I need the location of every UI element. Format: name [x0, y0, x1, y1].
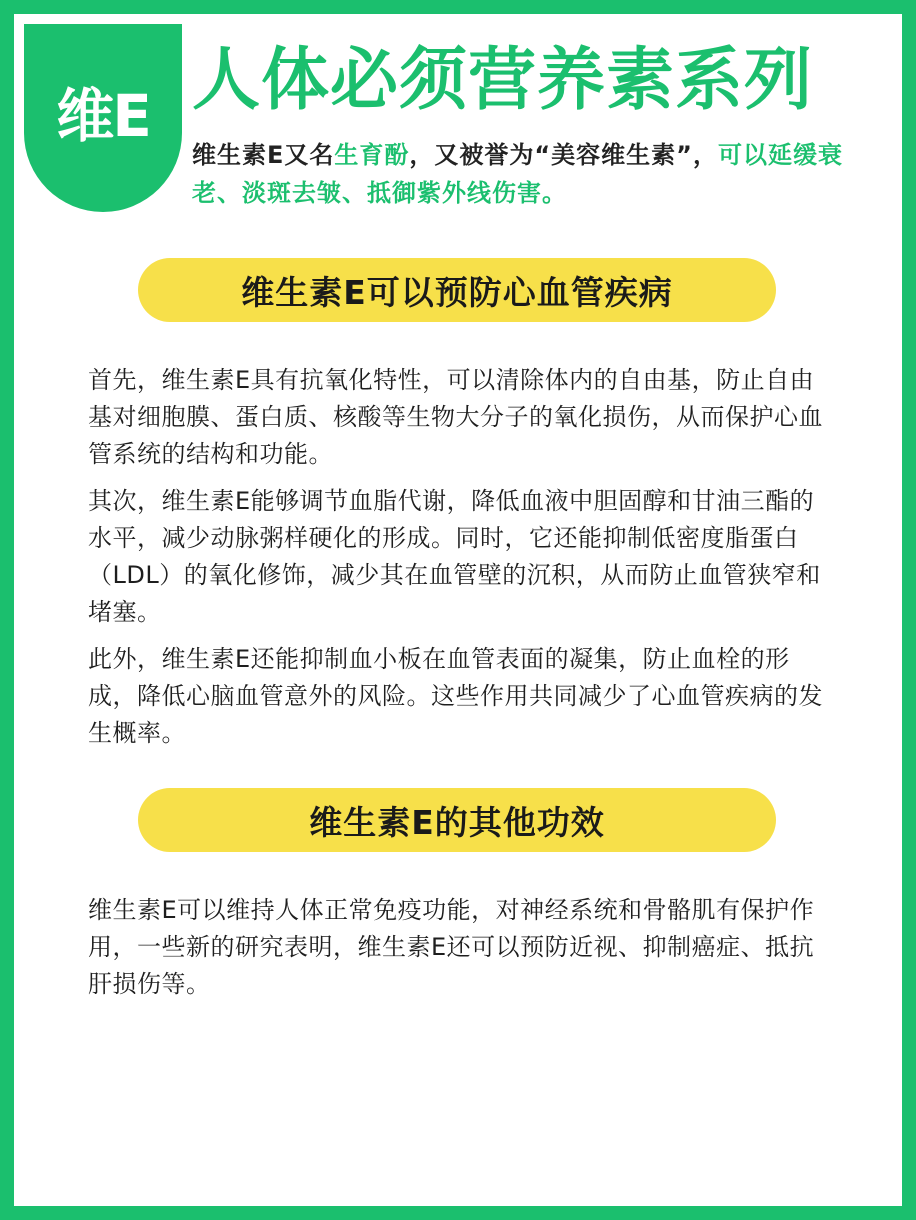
section-heading-other-benefits: 维生素E的其他功效	[138, 788, 776, 852]
section-body-other-benefits	[88, 892, 828, 1013]
vitamin-e-badge	[24, 24, 182, 212]
section-body-cardiovascular	[88, 362, 828, 762]
paragraph: 首先，维生素E具有抗氧化特性，可以清除体内的自由基，防止自由基对细胞膜、蛋白质、核酸等生物大分子的氧化损伤，从而保护心血管系统的结构和功能。	[88, 366, 823, 468]
page-title: 人体必须营养素系列	[192, 41, 814, 120]
paragraph: 维生素E可以维持人体正常免疫功能，对神经系统和骨骼肌有保护作用，一些新的研究表明，维生素E还可以预防近视、抑制癌症、抵抗肝损伤等。	[88, 896, 815, 998]
badge-label: 维E	[56, 82, 150, 150]
intro-part-2: ，又被誉为“美容维生素”，	[409, 141, 718, 169]
poster-page	[14, 14, 902, 1206]
paragraph: 其次，维生素E能够调节血脂代谢，降低血液中胆固醇和甘油三酯的水平，减少动脉粥样硬化的形成。同时，它还能抑制低密度脂蛋白（LDL）的氧化修饰，减少其在血管壁的沉积，从而防止血管狭窄和堵塞。	[88, 487, 821, 626]
intro-highlight-2: 可以延缓衰老、淡斑去皱、抵御紫外线伤害。	[192, 141, 843, 207]
intro-part-1: 维生素E又名	[192, 141, 335, 169]
paragraph: 此外，维生素E还能抑制血小板在血管表面的凝集，防止血栓的形成，降低心脑血管意外的风险。这些作用共同减少了心血管疾病的发生概率。	[88, 645, 823, 747]
section-heading-cardiovascular: 维生素E可以预防心血管疾病	[138, 258, 776, 322]
intro-highlight-1: 生育酚	[334, 141, 410, 169]
intro-text	[192, 136, 852, 212]
